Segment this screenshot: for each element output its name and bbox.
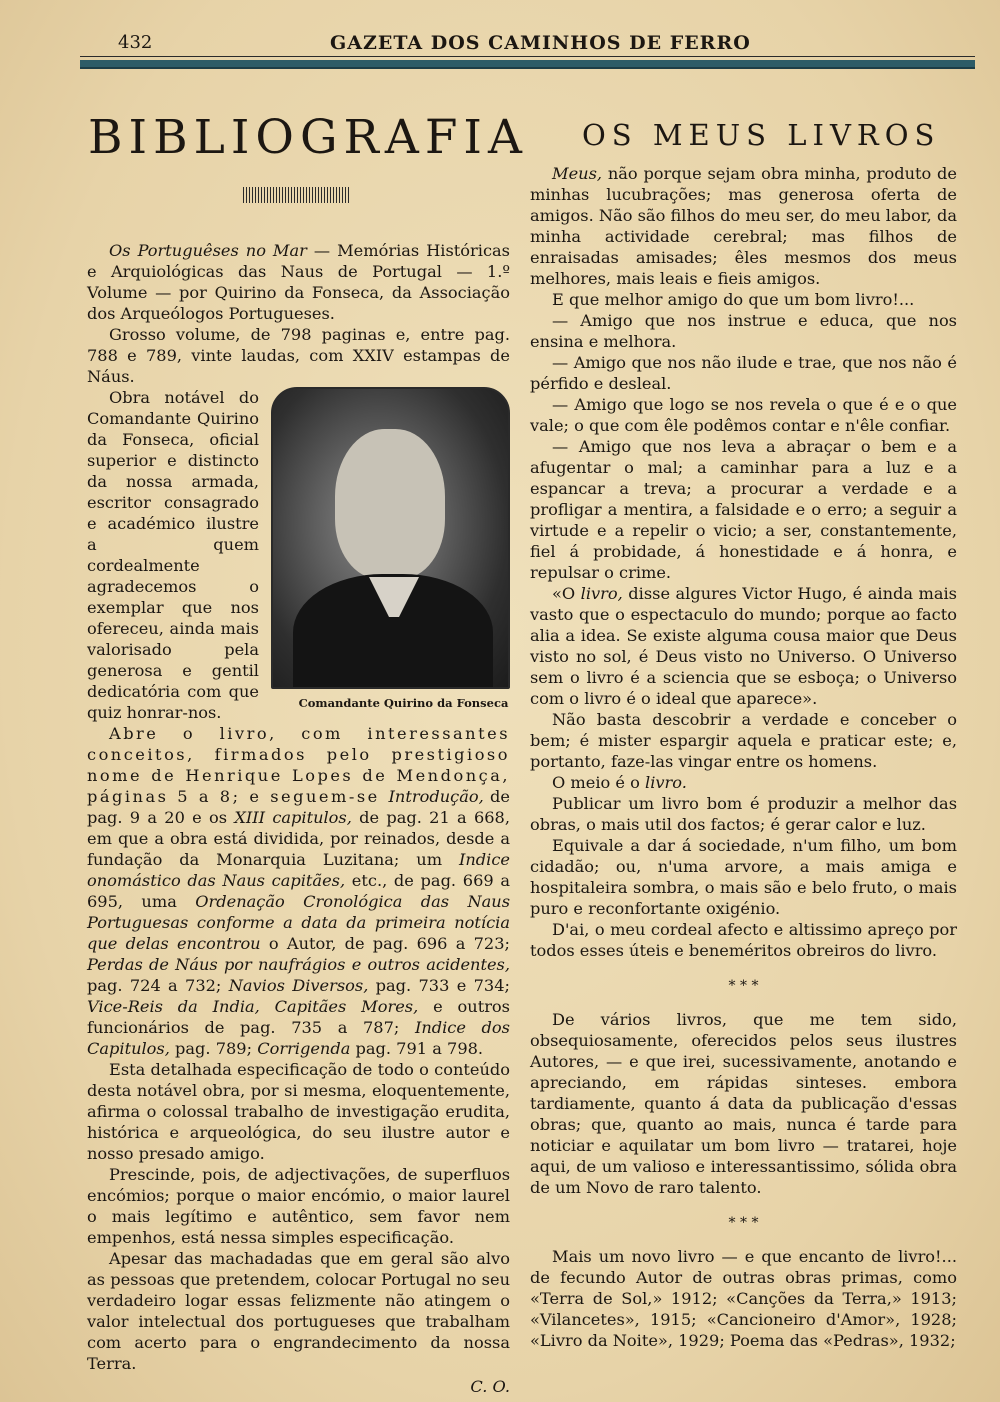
portrait-photo	[271, 387, 510, 689]
paragraph: Não basta descobrir a verdade e conceber o bem; é mister espargir aquela e praticar este; e, portanto, faze-las vingar entre os homens.	[530, 710, 957, 771]
heading-ornament	[243, 187, 351, 203]
paragraph: Os Portuguêses no Mar — Memórias Históricas e Arquiológicas das Naus de Portugal — 1.º Volume — por Quirino da Fonseca, da Associação dos Arqueólogos Portugueses.	[87, 241, 510, 323]
paragraph: Grosso volume, de 798 paginas e, entre pag. 788 e 789, vinte laudas, com XXIV estampas de Náus.	[87, 325, 510, 386]
right-column	[530, 163, 957, 1351]
header-bar	[80, 60, 975, 69]
paragraph: O meio é o livro.	[552, 773, 687, 792]
paragraph: Prescinde, pois, de adjectivações, de superfluos encómios; porque o maior encómio, o maior laurel o mais legítimo e autêntico, sem favor nem empenhos, está nessa simples especificação.	[87, 1165, 510, 1247]
paragraph: Meus, não porque sejam obra minha, produto de minhas lucubrações; mas generosa oferta de amigos. Não são filhos do meu ser, do meu labor, da minha actividade cerebral; mas filhos de enraisadas amisades; êles mesmos dos meus melhores, mais leais e fieis amigos.	[530, 164, 957, 288]
paragraph: Abre o livro, com interessantes conceitos, firmados pelo prestigioso nome de Henrique Lopes de Mendonça, páginas 5 a 8; e seguem-se Introdução, de pag. 9 a 20 e os XIII capitulos, de pag. 21 a 668, em que a obra está dividida, por reinados, desde a fundação da Monarquia Luzitana; um Indice onomástico das Naus capitães, etc., de pag. 669 a 695, uma Ordenação Cronológica das Naus Portuguesas conforme a data da primeira notícia que delas encontrou o Autor, de pag. 696 a 723; Perdas de Náus por naufrágios e outros acidentes, pag. 724 a 732; Navios Diversos, pag. 733 e 734; Vice-Reis da India, Capitães Mores, e outros funcionários de pag. 735 a 787; Indice dos Capitulos, pag. 789; Corrigenda pag. 791 a 798.	[87, 724, 511, 1058]
left-column	[87, 240, 510, 1397]
photo-caption: Comandante Quirino da Fonseca	[298, 696, 509, 710]
paragraph: — Amigo que logo se nos revela o que é e o que vale; o que com êle podêmos contar e n'êle confiar.	[530, 395, 957, 435]
book-title: Os Portuguêses no Mar	[109, 241, 307, 260]
paragraph: Comandante Quirino da Fonseca Obra notável do Comandante Quirino da Fonseca, oficial superior e distincto da nossa armada, escritor consagrado e académico ilustre a quem cordealmente agradecemos o exemplar que nos ofereceu, ainda mais valorisado pela generosa e gentil dedicatória com que quiz honrar-nos.	[87, 388, 509, 722]
signature: C. O.	[470, 1377, 510, 1396]
paragraph: Publicar um livro bom é produzir a melhor das obras, o mais util dos factos; é gerar calor e luz.	[530, 794, 957, 834]
paragraph: E que melhor amigo do que um bom livro!...	[552, 290, 915, 309]
running-title: GAZETA DOS CAMINHOS DE FERRO	[330, 32, 751, 54]
paragraph: Equivale a dar á sociedade, n'um filho, um bom cidadão; ou, n'uma arvore, a mais amiga e hospitaleira sombra, o mais são e belo fruto, o mais puro e reconfortante oxigénio.	[530, 836, 957, 918]
page-number: 432	[118, 32, 153, 53]
paragraph: — Amigo que nos não ilude e trae, que nos não é pérfido e desleal.	[530, 353, 957, 393]
paragraph: — Amigo que nos instrue e educa, que nos ensina e melhora.	[530, 311, 957, 351]
header-rule	[80, 56, 975, 57]
paragraph: «O livro, disse algures Victor Hugo, é ainda mais vasto que o espectaculo do mundo; porque ao facto alia a idea. Se existe alguma cousa maior que Deus visto no sol, é Deus visto no Universo. O Universo sem o livro é a sciencia que se esboça; o Universo com o livro é o ideal que aparece».	[530, 584, 957, 708]
paragraph: Mais um novo livro — e que encanto de livro!... de fecundo Autor de outras obras primas, como «Terra de Sol,» 1912; «Canções da Terra,» 1913; «Vilancetes», 1915; «Cancioneiro d'Amor», 1928; «Livro da Noite», 1929; Poema das «Pedras», 1932;	[530, 1247, 957, 1350]
paragraph: Esta detalhada especificação de todo o conteúdo desta notável obra, por si mesma, eloquentemente, afirma o colossal trabalho de investigação erudita, histórica e arqueológica, do seu ilustre autor e nosso presado amigo.	[87, 1060, 510, 1163]
paragraph: D'ai, o meu cordeal afecto e altissimo apreço por todos esses úteis e beneméritos obreiros do livro.	[530, 920, 957, 960]
os-meus-livros-heading: OS MEUS LIVROS	[582, 118, 941, 152]
section-divider-stars: * * *	[728, 978, 759, 994]
paragraph: De vários livros, que me tem sido, obsequiosamente, oferecidos pelos seus ilustres Autores, — e que irei, sucessivamente, anotando e apreciando, em rápidas sinteses. embora tardiamente, quanto á data da publicação d'essas obras; que, quanto ao mais, nunca é tarde para noticiar e aquilatar um bom livro — tratarei, hoje aqui, de um valioso e interessantissimo, sólida obra de um Novo de raro talento.	[530, 1010, 957, 1197]
bibliografia-heading: BIBLIOGRAFIA	[88, 110, 528, 165]
section-divider-stars: * * *	[728, 1215, 759, 1231]
paragraph: Apesar das machadadas que em geral são alvo as pessoas que pretendem, colocar Portugal no seu verdadeiro logar essas felizmente não atingem o valor intelectual dos portugueses que trabalham com acerto para o engrandecimento da nossa Terra.	[87, 1249, 510, 1373]
paragraph: — Amigo que nos leva a abraçar o bem e a afugentar o mal; a caminhar para a luz e a espancar a treva; a procurar a verdade e a profligar a mentira, a falsidade e o erro; a seguir a virtude e a repelir o vicio; a ser, constantemente, fiel á probidade, á honestidade e á honra, e repulsar o crime.	[530, 437, 957, 582]
